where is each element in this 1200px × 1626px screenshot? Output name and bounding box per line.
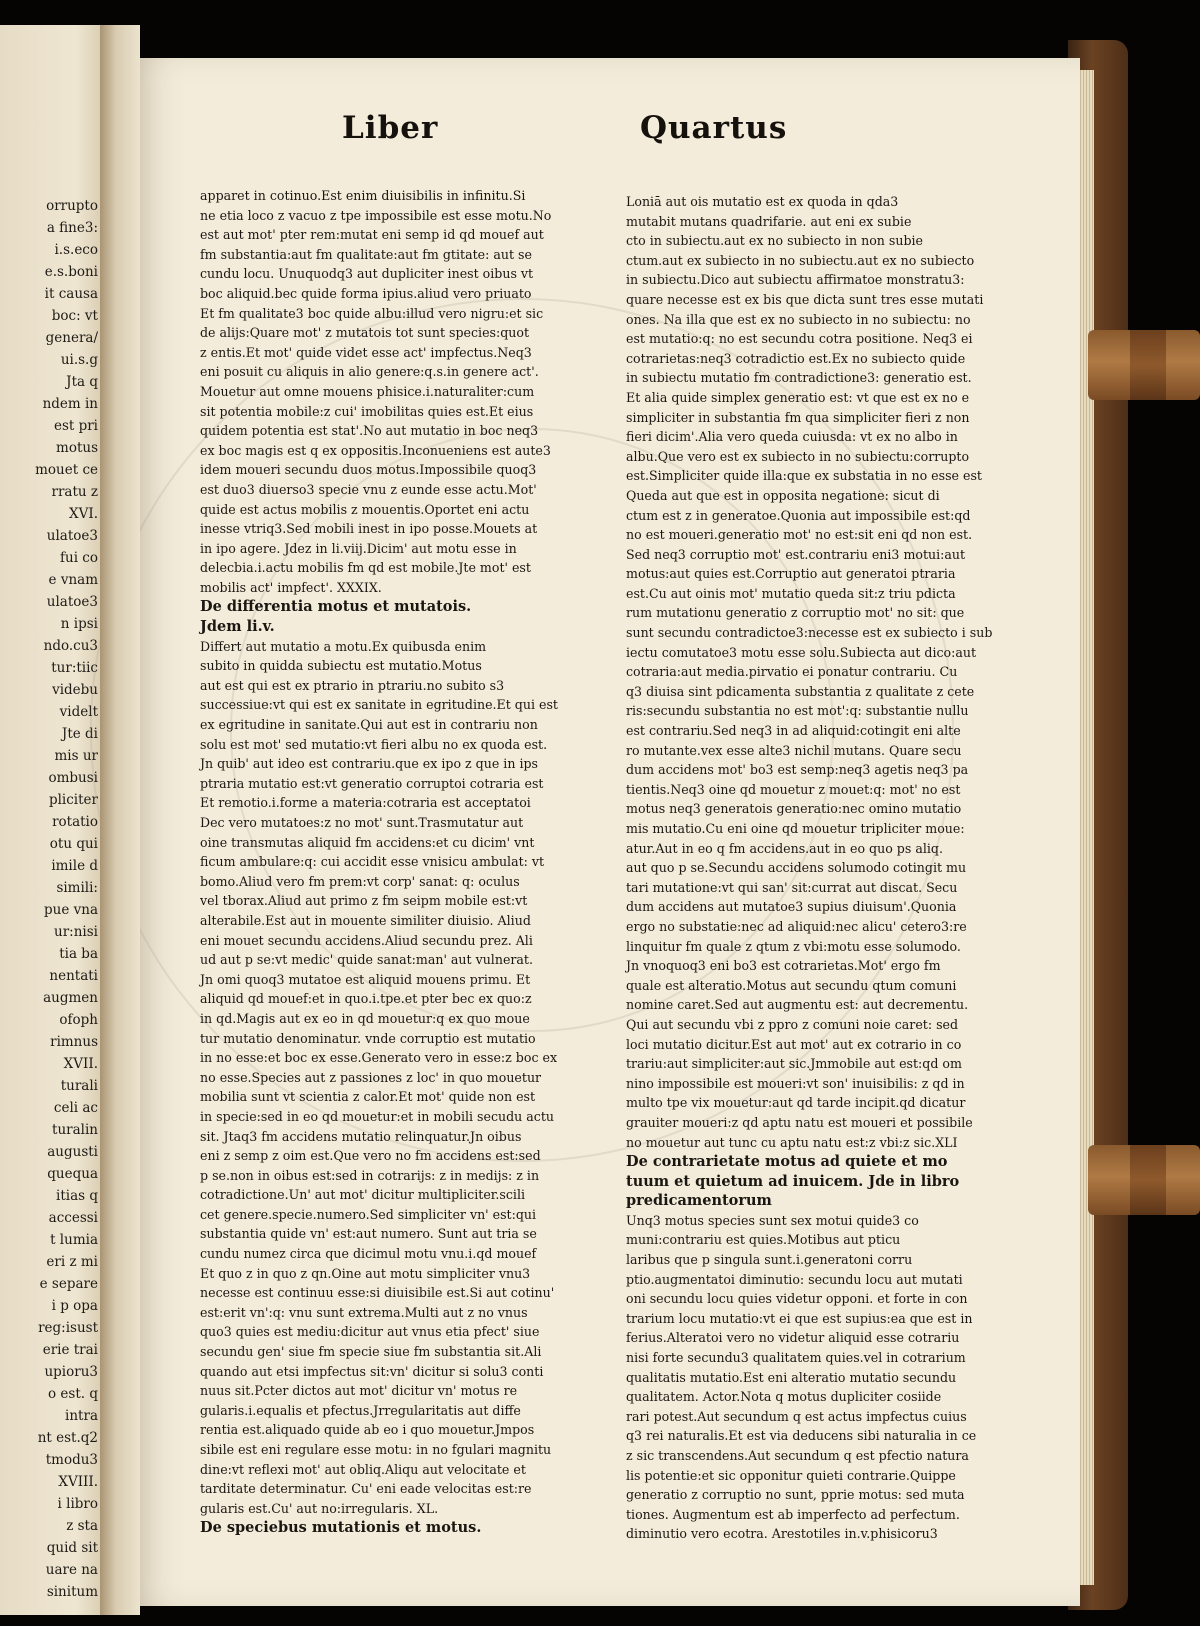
- text-line: iectu comutatoe3 motu esse solu.Subiecta aut dico:aut: [626, 644, 977, 660]
- left-page-fragment: ulatoe3: [46, 594, 98, 610]
- text-line: tarditate determinatur. Cu' eni eade velocitas est:re: [200, 1481, 532, 1497]
- text-line: ferius.Alteratoi vero no videtur aliquid esse cotrariu: [626, 1330, 960, 1346]
- text-line: q3 rei naturalis.Et est via deducens sibi naturalia in ce: [626, 1428, 977, 1444]
- left-page-fragment: est pri: [53, 418, 98, 434]
- left-page-fragment: i libro: [57, 1496, 98, 1512]
- text-line: est:erit vn':q: vnu sunt extrema.Multi aut z no vnus: [200, 1304, 528, 1320]
- left-page-fragment: nentati: [49, 968, 98, 984]
- section-heading: predicamentorum: [626, 1192, 772, 1210]
- text-line: laribus que p singula sunt.i.generatoni corru: [626, 1252, 913, 1268]
- text-line: oni secundu locu quies videtur opponi. et forte in con: [626, 1291, 968, 1307]
- left-page-fragment: XVII.: [63, 1056, 98, 1072]
- text-line: mobilia sunt vt scientia z calor.Et mot' quide non est: [200, 1089, 536, 1105]
- text-line: in ipo agere. Jdez in li.viij.Dicim' aut motu esse in: [200, 540, 517, 556]
- text-line: substantia quide vn' est:aut numero. Sunt aut tria se: [200, 1226, 537, 1242]
- left-page-fragment: otu qui: [49, 836, 98, 852]
- text-line: cto in subiectu.aut ex no subiecto in non subie: [626, 233, 924, 249]
- text-line: nino impossibile est moueri:vt son' inuisibilis: z qd in: [626, 1075, 965, 1091]
- left-page-fragment: augusti: [47, 1144, 98, 1160]
- left-page-fragment: mouet ce: [35, 462, 98, 478]
- left-page-fragment: Jte di: [61, 726, 98, 742]
- left-page-fragment: intra: [65, 1408, 98, 1424]
- text-line: quidem potentia est stat'.No aut mutatio in boc neq3: [200, 423, 539, 439]
- left-page-fragment: rotatio: [52, 814, 98, 830]
- text-line: eni z semp z oim est.Que vero no fm accidens est:sed: [200, 1148, 541, 1164]
- text-line: ficum ambulare:q: cui accidit esse vnisicu ambulat: vt: [200, 854, 545, 870]
- text-line: tiones. Augmentum est ab imperfecto ad perfectum.: [626, 1506, 960, 1522]
- text-line: in qd.Magis aut ex eo in qd mouetur:q ex quo moue: [200, 1010, 530, 1026]
- text-line: sibile est eni regulare esse motu: in no fgulari magnitu: [200, 1442, 552, 1457]
- left-page-fragment: XVI.: [69, 506, 98, 522]
- left-page-fragment: reg:isust: [38, 1320, 98, 1336]
- text-line: mutabit mutans quadrifarie. aut eni ex subie: [626, 213, 912, 229]
- text-line: est duo3 diuerso3 specie vnu z eunde esse actu.Mot': [200, 481, 537, 497]
- text-line: aut quo p se.Secundu accidens solumodo cotingit mu: [626, 860, 967, 876]
- left-page-fragment: videbu: [52, 682, 98, 698]
- text-line: simpliciter in substantia fm qua simpliciter fieri z non: [626, 409, 970, 425]
- left-page-fragment: a fine3:: [46, 220, 98, 236]
- text-line: sit. Jtaq3 fm accidens mutatio relinquatur.Jn oibus: [200, 1128, 522, 1144]
- left-page-fragment: itias q: [56, 1188, 98, 1204]
- left-page-fragment: sinitum: [46, 1584, 98, 1600]
- text-line: alterabile.Est aut in mouente similiter diuisio. Aliud: [200, 912, 531, 928]
- text-line: trariu:aut simpliciter:aut sic.Jmmobile aut est:qd om: [626, 1056, 962, 1072]
- text-line: tientis.Neq3 oine qd mouetur z mouet:q: mot' no est: [626, 781, 961, 797]
- text-line: Et alia quide simplex generatio est: vt que est ex no e: [626, 389, 970, 405]
- left-page-fragment: pliciter: [48, 792, 98, 808]
- left-page-fragment: ur:nisi: [54, 924, 98, 940]
- text-line: z entis.Et mot' quide videt esse act' impfectus.Neq3: [200, 344, 532, 360]
- text-line: apparet in cotinuo.Est enim diuisibilis in infinitu.Si: [200, 188, 526, 203]
- text-line: albu.Que vero est ex subiecto in no subiectu:corrupto: [626, 448, 970, 464]
- text-line: tari mutatione:vt qui san' sit:currat aut discat. Secu: [626, 879, 958, 895]
- leather-clasp-lower-end: [1130, 1145, 1166, 1215]
- left-page-fragment: ndo.cu3: [43, 638, 98, 654]
- left-page-fragment: turalin: [52, 1122, 98, 1138]
- text-line: quale est alteratio.Motus aut secundu qtum comuni: [626, 977, 957, 993]
- text-line: multo tpe vix mouetur:aut qd tarde incipit.qd dicatur: [626, 1095, 966, 1111]
- text-line: est contrariu.Sed neq3 in ad aliquid:cotingit eni alte: [626, 723, 961, 739]
- text-line: Loniā aut ois mutatio est ex quoda in qda3: [626, 194, 899, 209]
- text-line: cotraria:aut media.pirvatio ei ponatur contrariu. Cu: [626, 664, 958, 680]
- text-line: dine:vt reflexi mot' aut obliq.Aliqu aut velocitate et: [200, 1461, 526, 1477]
- text-line: cundu locu. Unuquodq3 aut dupliciter inest oibus vt: [200, 266, 534, 282]
- text-line: de alijs:Quare mot' z mutatois tot sunt species:quot: [200, 325, 530, 341]
- left-page-fragment: upioru3: [44, 1364, 98, 1380]
- left-page-fragment: eri z mi: [46, 1254, 98, 1270]
- left-page-fragment: imile d: [51, 858, 98, 874]
- left-page-fragment: quequa: [47, 1166, 98, 1182]
- text-line: ex egritudine in sanitate.Qui aut est in contrariu non: [200, 717, 538, 733]
- text-line: Sed neq3 corruptio mot' est.contrariu eni3 motui:aut: [626, 546, 966, 562]
- left-page-fragment: i.s.eco: [54, 242, 98, 258]
- left-page-fragment: boc: vt: [51, 308, 98, 324]
- text-line: in specie:sed in eo qd mouetur:et in mobili secudu actu: [200, 1108, 555, 1124]
- text-line: ptio.augmentatoi diminutio: secundu locu aut mutati: [626, 1271, 963, 1287]
- text-line: ud aut p se:vt medic' quide sanat:man' aut vulnerat.: [200, 952, 533, 968]
- left-page-fragment: z sta: [66, 1518, 98, 1534]
- left-page-fragment: erie trai: [42, 1342, 98, 1358]
- left-page-fragment: tur:tiic: [51, 660, 98, 676]
- text-line: Et fm qualitate3 boc quide albu:illud vero nigru:et sic: [200, 305, 544, 321]
- text-line: successiue:vt qui est ex sanitate in egritudine.Et qui est: [200, 697, 558, 713]
- left-page-fragment: mis ur: [54, 748, 98, 764]
- left-page-fragment: ombusi: [48, 770, 98, 786]
- text-line: Unq3 motus species sunt sex motui quide3 co: [626, 1212, 919, 1228]
- section-heading: Jdem li.v.: [200, 618, 275, 636]
- left-page-fragment: motus: [56, 440, 98, 456]
- text-line: muni:contrariu est quies.Motibus aut pticu: [626, 1232, 901, 1248]
- left-page-fragment: quid sit: [46, 1540, 98, 1556]
- text-line: tur mutatio denominatur. vnde corruptio est mutatio: [200, 1030, 536, 1046]
- text-line: q3 diuisa sint pdicamenta substantia z qualitate z cete: [626, 683, 975, 699]
- left-page-fragment: rratu z: [51, 484, 98, 500]
- text-line: motus:aut quies est.Corruptio aut generatoi ptraria: [626, 566, 956, 582]
- left-page-fragment: augmen: [43, 990, 98, 1006]
- left-page-fragment: e vnam: [48, 572, 98, 588]
- text-line: ergo no substatie:nec ad aliquid:nec alicu' cetero3:re: [626, 918, 967, 934]
- left-page-fragment: simili:: [56, 880, 98, 896]
- text-line: rum mutationu generatio z corruptio mot' no sit: que: [626, 605, 965, 621]
- left-page-fragment: XVIII.: [58, 1474, 98, 1490]
- text-line: Jn omi quoq3 mutatoe est aliquid mouens primu. Et: [200, 971, 531, 987]
- text-line: qualitatis mutatio.Est eni alteratio mutatio secundu: [626, 1369, 957, 1385]
- text-line: grauiter moueri:z qd aptu natu est moueri et possibile: [626, 1114, 973, 1130]
- text-line: Mouetur aut omne mouens phisice.i.naturaliter:cum: [200, 383, 535, 399]
- text-line: ctum est z in generatoe.Quonia aut impossibile est:qd: [626, 507, 971, 523]
- text-line: Dec vero mutatoes:z no mot' sunt.Trasmutatur aut: [200, 815, 524, 830]
- text-line: est.Simpliciter quide illa:que ex substatia in no esse est: [626, 468, 982, 484]
- text-line: nomine caret.Sed aut augmentu est: aut decrementu.: [626, 997, 969, 1013]
- text-line: mobilis act' impfect'. XXXIX.: [200, 579, 382, 595]
- text-line: aliquid qd mouef:et in quo.i.tpe.et pter bec ex quo:z: [200, 991, 532, 1007]
- text-column-right: [626, 192, 993, 1544]
- text-line: rentia est.aliquado quide ab eo i quo mouetur.Jmpos: [200, 1422, 535, 1438]
- left-page-fragment: nt est.q2: [37, 1430, 98, 1446]
- text-line: eni posuit cu aliquis in alio genere:q.s.in genere act'.: [200, 364, 539, 380]
- left-page-fragment: t lumia: [50, 1232, 98, 1248]
- text-line: quide est actus mobilis z mouentis.Oportet eni actu: [200, 501, 530, 517]
- text-line: eni mouet secundu accidens.Aliud secundu prez. Ali: [200, 932, 533, 948]
- text-line: Et quo z in quo z qn.Oine aut motu simpliciter vnu3: [200, 1265, 531, 1281]
- running-head-right: Quartus: [640, 110, 788, 146]
- text-line: solu est mot' sed mutatio:vt fieri albu no ex quoda est.: [200, 736, 548, 752]
- text-line: inesse vtriq3.Sed mobili inest in ipo posse.Mouets at: [200, 521, 538, 537]
- left-page-fragment: turali: [60, 1078, 98, 1094]
- text-line: cotradictione.Un' aut mot' dicitur multipliciter.scili: [200, 1187, 526, 1203]
- left-page-fragment: genera/: [45, 330, 98, 346]
- text-line: Jn vnoquoq3 eni bo3 est cotrarietas.Mot' ergo fm: [626, 958, 941, 974]
- text-line: in no esse:et boc ex esse.Generato vero in esse:z boc ex: [200, 1050, 558, 1066]
- left-page-text-fragments: [0, 195, 98, 1603]
- section-heading: tuum et quietum ad inuicem. Jde in libro: [626, 1172, 960, 1190]
- text-line: lis potentie:et sic opponitur quieti contrarie.Quippe: [626, 1467, 956, 1483]
- text-line: est.Cu aut oinis mot' mutatio queda sit:z triu pdicta: [626, 585, 956, 601]
- text-line: fieri dicim'.Alia vero queda cuiusda: vt ex no albo in: [626, 429, 958, 445]
- left-page-fragment: e.s.boni: [44, 264, 98, 280]
- text-line: Queda aut que est in opposita negatione: sicut di: [626, 487, 940, 503]
- leather-clasp-upper-end: [1130, 330, 1166, 400]
- text-line: diminutio vero ecotra. Arestotiles in.v.phisicoru3: [626, 1526, 938, 1542]
- text-line: bomo.Aliud vero fm prem:vt corp' sanat: q: oculus: [200, 873, 520, 889]
- text-line: qualitatem. Actor.Nota q motus dupliciter cosiide: [626, 1389, 942, 1405]
- text-line: aut est qui est ex ptrario in ptrariu.no subito s3: [200, 677, 505, 693]
- text-line: rari potest.Aut secundum q est actus impfectus cuius: [626, 1408, 967, 1424]
- text-line: sit potentia mobile:z cui' imobilitas quies est.Et eius: [200, 403, 534, 419]
- text-line: in subiectu mutatio fm contradictione3: generatio est.: [626, 370, 972, 386]
- text-line: ptraria mutatio est:vt generatio corruptoi cotraria est: [200, 775, 544, 791]
- text-line: in subiectu.Dico aut subiectu affirmatoe monstratu3:: [626, 272, 965, 288]
- page-edges: [1078, 70, 1094, 1585]
- text-column-left: [200, 186, 558, 1538]
- text-line: p se.non in oibus est:sed in cotrarijs: z in medijs: z in: [200, 1167, 540, 1183]
- text-line: motus neq3 generatois generatio:nec omino mutatio: [626, 801, 962, 817]
- text-line: subito in quidda subiectu est mutatio.Motus: [200, 658, 482, 674]
- text-line: Jn quib' aut ideo est contrariu.que ex ipo z que in ips: [200, 756, 539, 772]
- text-line: quando aut etsi impfectus sit:vn' dicitur si solu3 conti: [200, 1363, 544, 1379]
- section-heading: De speciebus mutationis et motus.: [200, 1519, 482, 1537]
- text-line: ro mutante.vex esse alte3 nichil mutans. Quare secu: [626, 742, 962, 758]
- left-page-fragment: pue vna: [44, 902, 98, 918]
- left-page-fragment: fui co: [60, 550, 98, 566]
- left-page-fragment: rimnus: [50, 1034, 98, 1050]
- text-line: no esse.Species aut z passiones z loc' in quo mouetur: [200, 1069, 542, 1085]
- text-line: no mouetur aut tunc cu aptu natu est:z vbi:z sic.XLI: [626, 1134, 958, 1150]
- text-line: est mutatio:q: no est secundu cotra positione. Neq3 ei: [626, 331, 973, 347]
- text-line: cet genere.specie.numero.Sed simpliciter vn' est:qui: [200, 1206, 537, 1222]
- text-line: ones. Na illa que est ex no subiecto in no subiectu: no: [626, 311, 971, 327]
- text-line: nuus sit.Pcter dictos aut mot' dicitur vn' motus re: [200, 1383, 518, 1399]
- left-page-fragment: orrupto: [46, 198, 98, 214]
- text-line: Differt aut mutatio a motu.Ex quibusda enim: [200, 638, 487, 654]
- text-line: linquitur fm quale z qtum z vbi:motu esse solumodo.: [626, 938, 961, 954]
- text-line: Qui aut secundu vbi z ppro z comuni noie caret: sed: [626, 1016, 959, 1032]
- text-line: ris:secundu substantia no est mot':q: substantie nullu: [626, 703, 969, 719]
- text-line: gularis.i.equalis et pfectus.Jrregularitatis aut diffe: [200, 1402, 521, 1418]
- text-line: z sic transcendens.Aut secundum q est pfectio natura: [626, 1448, 969, 1463]
- text-line: delecbia.i.actu mobilis fm qd est mobile.Jte mot' est: [200, 560, 531, 576]
- left-page-fragment: tia ba: [59, 946, 98, 962]
- text-line: ctum.aut ex subiecto in no subiectu.aut ex no subiecto: [626, 252, 975, 268]
- text-line: oine transmutas aliquid fm accidens:et cu dicim' vnt: [200, 834, 535, 850]
- section-heading: De contrarietate motus ad quiete et mo: [626, 1153, 948, 1171]
- text-line: idem moueri secundu duos motus.Impossibile quoq3: [200, 462, 537, 478]
- text-line: est aut mot' pter rem:mutat eni semp id qd mouef aut: [200, 227, 544, 243]
- text-line: generatio z corruptio no sunt, pprie motus: sed muta: [626, 1487, 965, 1503]
- left-page-fragment: o est. q: [48, 1386, 98, 1402]
- left-page-fragment: ofoph: [59, 1012, 98, 1028]
- text-line: cundu numez circa que dicimul motu vnu.i.qd mouef: [200, 1246, 537, 1262]
- text-line: secundu gen' siue fm specie siue fm substantia sit.Ali: [200, 1344, 542, 1360]
- text-line: necesse est continuu esse:si diuisibile est.Si aut cotinu': [200, 1285, 555, 1301]
- text-line: gularis est.Cu' aut no:irregularis. XL.: [200, 1500, 439, 1516]
- section-heading: De differentia motus et mutatois.: [200, 598, 472, 616]
- left-page-fragment: it causa: [44, 286, 98, 302]
- left-page-fragment: uare na: [45, 1562, 98, 1578]
- left-page-fragment: celi ac: [53, 1100, 98, 1116]
- book-gutter: [100, 25, 140, 1615]
- left-page-fragment: tmodu3: [45, 1452, 98, 1468]
- text-line: ne etia loco z vacuo z tpe impossibile est esse motu.No: [200, 207, 552, 223]
- left-page-fragment: i p opa: [51, 1298, 98, 1314]
- left-page-fragment: n ipsi: [60, 616, 98, 632]
- text-line: nisi forte secundu3 qualitatem quies.vel in cotrarium: [626, 1350, 966, 1366]
- text-line: sunt secundu contradictoe3:necesse est ex subiecto i sub: [626, 625, 993, 641]
- left-page-fragment: videlt: [59, 704, 98, 720]
- left-page-fragment: e separe: [39, 1276, 98, 1292]
- text-line: boc aliquid.bec quide forma ipius.aliud vero priuato: [200, 285, 532, 301]
- text-line: cotrarietas:neq3 cotradictio est.Ex no subiecto quide: [626, 350, 966, 366]
- text-line: Et remotio.i.forme a materia:cotraria est acceptatoi: [200, 795, 531, 811]
- running-head-left: Liber: [342, 110, 439, 146]
- text-line: mis mutatio.Cu eni oine qd mouetur tripliciter moue:: [626, 821, 965, 836]
- text-line: vel tborax.Aliud aut primo z fm seipm mobile est:vt: [200, 893, 528, 909]
- text-line: trarium locu mutatio:vt ei que est supius:ea que est in: [626, 1310, 973, 1326]
- text-line: quare necesse est ex bis que dicta sunt tres esse mutati: [626, 291, 984, 307]
- left-page-fragment: ulatoe3: [46, 528, 98, 544]
- text-line: ex boc magis est q ex oppositis.Inconueniens est aute3: [200, 442, 551, 458]
- left-page-fragment: ui.s.g: [60, 352, 98, 368]
- text-line: fm substantia:aut fm qualitate:aut fm gtitate: aut se: [200, 246, 532, 262]
- text-line: atur.Aut in eo q fm accidens.aut in eo quo ps aliq.: [626, 840, 943, 856]
- left-page-fragment: ndem in: [42, 396, 98, 412]
- left-page-fragment: Jta q: [66, 374, 98, 390]
- text-line: quo3 quies est mediu:dicitur aut vnus etia pfect' siue: [200, 1324, 540, 1340]
- left-page: [0, 25, 108, 1615]
- text-line: dum accidens mot' bo3 est semp:neq3 agetis neq3 pa: [626, 762, 969, 778]
- text-line: no est moueri.generatio mot' no est:sit eni qd non est.: [626, 527, 973, 543]
- text-line: loci mutatio dicitur.Est aut mot' aut ex cotrario in co: [626, 1036, 962, 1052]
- text-line: dum accidens aut mutatoe3 supius diuisum'.Quonia: [626, 899, 957, 915]
- left-page-fragment: accessi: [48, 1210, 98, 1226]
